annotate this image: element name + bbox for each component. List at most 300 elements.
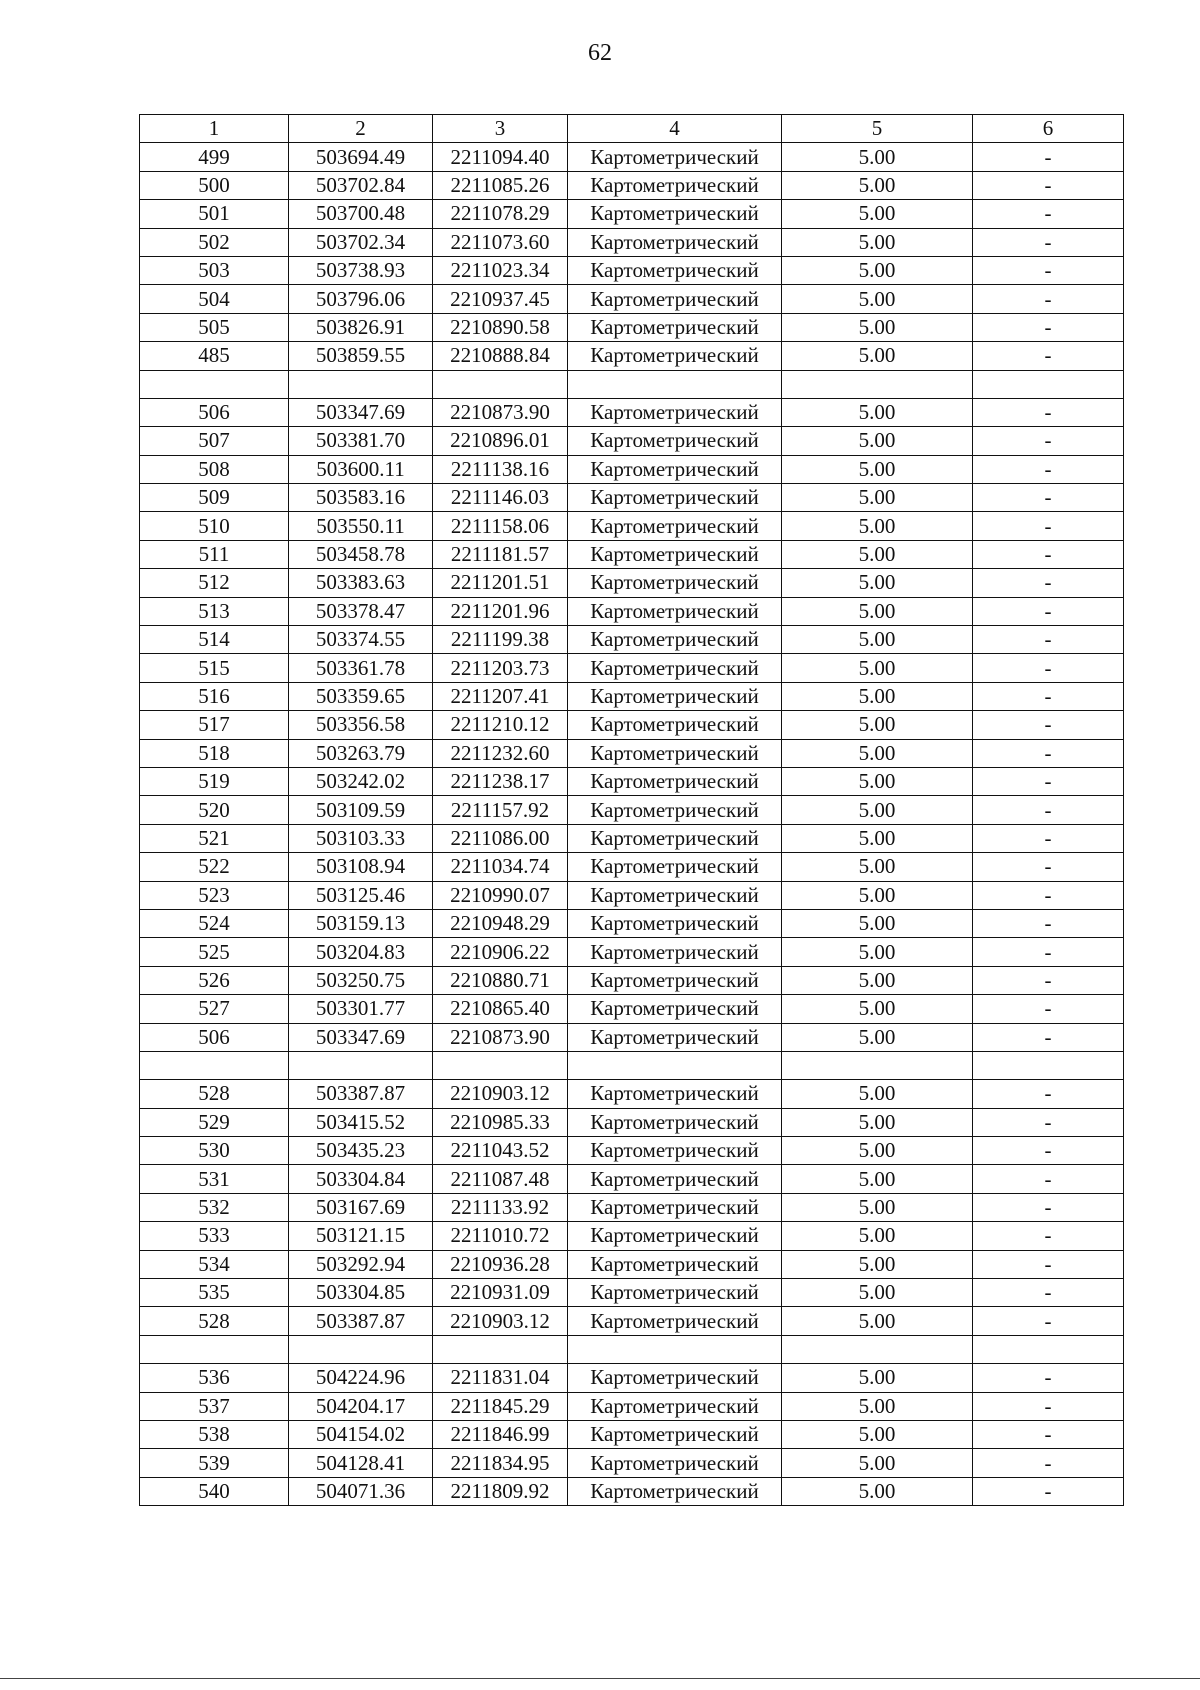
method-cell: Картометрический [568,540,782,568]
method-cell: Картометрический [568,654,782,682]
table-row [140,228,1124,256]
accuracy-cell: 5.00 [782,143,973,171]
table-row [140,654,1124,682]
x-coordinate-cell: 503550.11 [289,512,433,540]
table-row [140,1420,1124,1448]
table-row [140,1364,1124,1392]
point-number-cell: 528 [140,1080,289,1108]
y-coordinate-cell: 2210931.09 [433,1279,568,1307]
table-row [140,370,1124,398]
y-coordinate-cell: 2211085.26 [433,171,568,199]
description-cell [973,370,1124,398]
x-coordinate-cell: 503204.83 [289,938,433,966]
y-coordinate-cell: 2211207.41 [433,682,568,710]
accuracy-cell: 5.00 [782,1307,973,1335]
accuracy-cell: 5.00 [782,824,973,852]
y-coordinate-cell: 2211201.51 [433,569,568,597]
point-number-cell: 525 [140,938,289,966]
column-header-4: 4 [568,115,782,143]
x-coordinate-cell: 503359.65 [289,682,433,710]
description-cell: - [973,1108,1124,1136]
method-cell: Картометрический [568,1449,782,1477]
method-cell: Картометрический [568,1250,782,1278]
x-coordinate-cell: 503374.55 [289,626,433,654]
x-coordinate-cell [289,1051,433,1079]
y-coordinate-cell: 2210948.29 [433,909,568,937]
point-number-cell: 538 [140,1420,289,1448]
description-cell: - [973,313,1124,341]
description-cell: - [973,200,1124,228]
description-cell: - [973,995,1124,1023]
point-number-cell: 512 [140,569,289,597]
x-coordinate-cell [289,370,433,398]
y-coordinate-cell: 2211086.00 [433,824,568,852]
description-cell: - [973,484,1124,512]
accuracy-cell: 5.00 [782,1137,973,1165]
description-cell [973,1051,1124,1079]
column-header-5: 5 [782,115,973,143]
table-row [140,853,1124,881]
coordinates-table [139,114,1124,1506]
method-cell: Картометрический [568,1222,782,1250]
x-coordinate-cell: 503387.87 [289,1080,433,1108]
description-cell: - [973,824,1124,852]
table-row [140,739,1124,767]
accuracy-cell: 5.00 [782,313,973,341]
description-cell: - [973,455,1124,483]
method-cell: Картометрический [568,739,782,767]
x-coordinate-cell: 503304.85 [289,1279,433,1307]
y-coordinate-cell: 2211201.96 [433,597,568,625]
accuracy-cell: 5.00 [782,682,973,710]
accuracy-cell: 5.00 [782,1080,973,1108]
bottom-rule [0,1678,1200,1679]
method-cell: Картометрический [568,512,782,540]
point-number-cell: 503 [140,256,289,284]
x-coordinate-cell: 503361.78 [289,654,433,682]
method-cell: Картометрический [568,1392,782,1420]
table-row [140,597,1124,625]
point-number-cell: 519 [140,767,289,795]
method-cell: Картометрический [568,171,782,199]
y-coordinate-cell: 2211133.92 [433,1193,568,1221]
y-coordinate-cell [433,370,568,398]
table-row [140,1222,1124,1250]
table-row [140,626,1124,654]
table-row [140,171,1124,199]
x-coordinate-cell: 504224.96 [289,1364,433,1392]
accuracy-cell: 5.00 [782,342,973,370]
table-row [140,824,1124,852]
accuracy-cell: 5.00 [782,881,973,909]
accuracy-cell: 5.00 [782,1392,973,1420]
y-coordinate-cell: 2210873.90 [433,1023,568,1051]
table-row [140,966,1124,994]
description-cell: - [973,597,1124,625]
table-row [140,1449,1124,1477]
table-row [140,1250,1124,1278]
table-row [140,995,1124,1023]
table-row [140,1279,1124,1307]
description-cell: - [973,256,1124,284]
table-row [140,909,1124,937]
y-coordinate-cell: 2211146.03 [433,484,568,512]
method-cell: Картометрический [568,398,782,426]
y-coordinate-cell: 2210888.84 [433,342,568,370]
table-body [140,143,1124,1506]
accuracy-cell: 5.00 [782,654,973,682]
y-coordinate-cell: 2211846.99 [433,1420,568,1448]
point-number-cell: 510 [140,512,289,540]
method-cell: Картометрический [568,200,782,228]
description-cell: - [973,1420,1124,1448]
accuracy-cell: 5.00 [782,796,973,824]
x-coordinate-cell: 503383.63 [289,569,433,597]
accuracy-cell: 5.00 [782,1279,973,1307]
accuracy-cell: 5.00 [782,427,973,455]
point-number-cell: 505 [140,313,289,341]
x-coordinate-cell: 503387.87 [289,1307,433,1335]
x-coordinate-cell: 503378.47 [289,597,433,625]
description-cell: - [973,171,1124,199]
method-cell: Картометрический [568,626,782,654]
point-number-cell: 504 [140,285,289,313]
description-cell: - [973,682,1124,710]
y-coordinate-cell: 2211834.95 [433,1449,568,1477]
method-cell: Картометрический [568,1080,782,1108]
point-number-cell: 515 [140,654,289,682]
point-number-cell: 500 [140,171,289,199]
x-coordinate-cell: 503108.94 [289,853,433,881]
description-cell: - [973,739,1124,767]
method-cell: Картометрический [568,285,782,313]
accuracy-cell: 5.00 [782,711,973,739]
method-cell: Картометрический [568,909,782,937]
column-header-3: 3 [433,115,568,143]
point-number-cell: 502 [140,228,289,256]
point-number-cell: 532 [140,1193,289,1221]
accuracy-cell: 5.00 [782,909,973,937]
method-cell [568,1051,782,1079]
point-number-cell: 516 [140,682,289,710]
description-cell: - [973,1279,1124,1307]
description-cell: - [973,711,1124,739]
x-coordinate-cell: 504071.36 [289,1477,433,1505]
point-number-cell: 485 [140,342,289,370]
accuracy-cell: 5.00 [782,938,973,966]
y-coordinate-cell: 2210990.07 [433,881,568,909]
accuracy-cell: 5.00 [782,398,973,426]
y-coordinate-cell: 2211010.72 [433,1222,568,1250]
y-coordinate-cell: 2211034.74 [433,853,568,881]
accuracy-cell: 5.00 [782,1023,973,1051]
description-cell: - [973,342,1124,370]
point-number-cell: 511 [140,540,289,568]
y-coordinate-cell: 2211199.38 [433,626,568,654]
description-cell: - [973,540,1124,568]
table-row [140,1108,1124,1136]
y-coordinate-cell: 2210937.45 [433,285,568,313]
y-coordinate-cell: 2210985.33 [433,1108,568,1136]
point-number-cell: 509 [140,484,289,512]
accuracy-cell: 5.00 [782,228,973,256]
method-cell: Картометрический [568,569,782,597]
table-row [140,1137,1124,1165]
description-cell: - [973,285,1124,313]
accuracy-cell: 5.00 [782,966,973,994]
description-cell: - [973,796,1124,824]
method-cell: Картометрический [568,1477,782,1505]
x-coordinate-cell [289,1335,433,1363]
accuracy-cell: 5.00 [782,1165,973,1193]
table-row [140,427,1124,455]
table-row [140,1392,1124,1420]
accuracy-cell: 5.00 [782,569,973,597]
x-coordinate-cell: 503700.48 [289,200,433,228]
method-cell [568,1335,782,1363]
table-row [140,569,1124,597]
method-cell: Картометрический [568,313,782,341]
y-coordinate-cell: 2211809.92 [433,1477,568,1505]
method-cell: Картометрический [568,1193,782,1221]
description-cell: - [973,1193,1124,1221]
point-number-cell: 527 [140,995,289,1023]
table-row [140,881,1124,909]
table-row [140,342,1124,370]
y-coordinate-cell: 2210890.58 [433,313,568,341]
point-number-cell: 520 [140,796,289,824]
description-cell: - [973,1165,1124,1193]
table-row [140,1165,1124,1193]
description-cell: - [973,1080,1124,1108]
accuracy-cell: 5.00 [782,171,973,199]
method-cell: Картометрический [568,824,782,852]
description-cell: - [973,427,1124,455]
table-row [140,484,1124,512]
x-coordinate-cell: 503583.16 [289,484,433,512]
accuracy-cell: 5.00 [782,1477,973,1505]
y-coordinate-cell: 2211158.06 [433,512,568,540]
table-row [140,285,1124,313]
y-coordinate-cell: 2211078.29 [433,200,568,228]
accuracy-cell: 5.00 [782,995,973,1023]
point-number-cell: 518 [140,739,289,767]
point-number-cell: 514 [140,626,289,654]
point-number-cell: 539 [140,1449,289,1477]
method-cell: Картометрический [568,767,782,795]
x-coordinate-cell: 504204.17 [289,1392,433,1420]
x-coordinate-cell: 503125.46 [289,881,433,909]
x-coordinate-cell: 503859.55 [289,342,433,370]
description-cell: - [973,966,1124,994]
point-number-cell: 506 [140,1023,289,1051]
point-number-cell: 517 [140,711,289,739]
accuracy-cell: 5.00 [782,853,973,881]
table-row [140,767,1124,795]
accuracy-cell: 5.00 [782,739,973,767]
method-cell: Картометрический [568,853,782,881]
table-row [140,796,1124,824]
x-coordinate-cell: 503121.15 [289,1222,433,1250]
x-coordinate-cell: 503159.13 [289,909,433,937]
point-number-cell: 540 [140,1477,289,1505]
description-cell: - [973,1364,1124,1392]
point-number-cell: 526 [140,966,289,994]
accuracy-cell: 5.00 [782,767,973,795]
x-coordinate-cell: 503347.69 [289,398,433,426]
description-cell: - [973,626,1124,654]
accuracy-cell [782,1335,973,1363]
table-row [140,200,1124,228]
table-row [140,143,1124,171]
table-header-row [140,115,1124,143]
accuracy-cell: 5.00 [782,1250,973,1278]
point-number-cell [140,1335,289,1363]
y-coordinate-cell: 2210906.22 [433,938,568,966]
method-cell: Картометрический [568,597,782,625]
y-coordinate-cell: 2210880.71 [433,966,568,994]
y-coordinate-cell: 2211073.60 [433,228,568,256]
description-cell: - [973,909,1124,937]
accuracy-cell: 5.00 [782,597,973,625]
description-cell: - [973,228,1124,256]
table-row [140,1023,1124,1051]
y-coordinate-cell: 2211232.60 [433,739,568,767]
description-cell: - [973,512,1124,540]
method-cell: Картометрический [568,1023,782,1051]
y-coordinate-cell: 2210936.28 [433,1250,568,1278]
y-coordinate-cell: 2211181.57 [433,540,568,568]
table-row [140,398,1124,426]
y-coordinate-cell: 2210873.90 [433,398,568,426]
y-coordinate-cell: 2210903.12 [433,1080,568,1108]
description-cell: - [973,1392,1124,1420]
method-cell: Картометрический [568,995,782,1023]
table-row [140,455,1124,483]
point-number-cell: 508 [140,455,289,483]
x-coordinate-cell: 503304.84 [289,1165,433,1193]
x-coordinate-cell: 503458.78 [289,540,433,568]
method-cell: Картометрический [568,256,782,284]
table-row [140,1335,1124,1363]
method-cell: Картометрический [568,1420,782,1448]
point-number-cell: 536 [140,1364,289,1392]
x-coordinate-cell: 503109.59 [289,796,433,824]
y-coordinate-cell: 2211210.12 [433,711,568,739]
description-cell: - [973,1222,1124,1250]
description-cell: - [973,938,1124,966]
accuracy-cell [782,1051,973,1079]
description-cell: - [973,143,1124,171]
table-row [140,1307,1124,1335]
x-coordinate-cell: 503292.94 [289,1250,433,1278]
x-coordinate-cell: 503356.58 [289,711,433,739]
method-cell: Картометрический [568,682,782,710]
y-coordinate-cell: 2211238.17 [433,767,568,795]
point-number-cell: 528 [140,1307,289,1335]
y-coordinate-cell: 2211043.52 [433,1137,568,1165]
description-cell: - [973,1250,1124,1278]
accuracy-cell: 5.00 [782,1222,973,1250]
y-coordinate-cell: 2210865.40 [433,995,568,1023]
accuracy-cell: 5.00 [782,1420,973,1448]
method-cell: Картометрический [568,1137,782,1165]
description-cell: - [973,1449,1124,1477]
method-cell: Картометрический [568,143,782,171]
method-cell: Картометрический [568,1364,782,1392]
method-cell: Картометрический [568,1108,782,1136]
method-cell [568,370,782,398]
point-number-cell [140,1051,289,1079]
x-coordinate-cell: 503301.77 [289,995,433,1023]
y-coordinate-cell [433,1335,568,1363]
accuracy-cell [782,370,973,398]
column-header-6: 6 [973,115,1124,143]
accuracy-cell: 5.00 [782,256,973,284]
accuracy-cell: 5.00 [782,1108,973,1136]
point-number-cell: 523 [140,881,289,909]
method-cell: Картометрический [568,1279,782,1307]
x-coordinate-cell: 503263.79 [289,739,433,767]
accuracy-cell: 5.00 [782,626,973,654]
y-coordinate-cell: 2211023.34 [433,256,568,284]
y-coordinate-cell: 2211138.16 [433,455,568,483]
x-coordinate-cell: 503738.93 [289,256,433,284]
accuracy-cell: 5.00 [782,512,973,540]
table-row [140,1477,1124,1505]
table-row [140,1080,1124,1108]
table-row [140,512,1124,540]
column-header-2: 2 [289,115,433,143]
point-number-cell: 501 [140,200,289,228]
method-cell: Картометрический [568,966,782,994]
method-cell: Картометрический [568,881,782,909]
y-coordinate-cell: 2211157.92 [433,796,568,824]
y-coordinate-cell: 2211845.29 [433,1392,568,1420]
point-number-cell: 499 [140,143,289,171]
table-row [140,1193,1124,1221]
page-number: 62 [588,40,612,66]
x-coordinate-cell: 503702.34 [289,228,433,256]
description-cell: - [973,881,1124,909]
column-header-1: 1 [140,115,289,143]
description-cell: - [973,398,1124,426]
x-coordinate-cell: 503435.23 [289,1137,433,1165]
x-coordinate-cell: 503242.02 [289,767,433,795]
method-cell: Картометрический [568,228,782,256]
table-row [140,682,1124,710]
accuracy-cell: 5.00 [782,200,973,228]
description-cell: - [973,1307,1124,1335]
x-coordinate-cell: 503103.33 [289,824,433,852]
y-coordinate-cell: 2211831.04 [433,1364,568,1392]
x-coordinate-cell: 503826.91 [289,313,433,341]
point-number-cell: 507 [140,427,289,455]
y-coordinate-cell [433,1051,568,1079]
method-cell: Картометрический [568,711,782,739]
description-cell: - [973,654,1124,682]
x-coordinate-cell: 503167.69 [289,1193,433,1221]
accuracy-cell: 5.00 [782,1449,973,1477]
x-coordinate-cell: 504128.41 [289,1449,433,1477]
method-cell: Картометрический [568,796,782,824]
point-number-cell: 522 [140,853,289,881]
table-row [140,1051,1124,1079]
table-row [140,313,1124,341]
accuracy-cell: 5.00 [782,285,973,313]
point-number-cell [140,370,289,398]
table-row [140,938,1124,966]
